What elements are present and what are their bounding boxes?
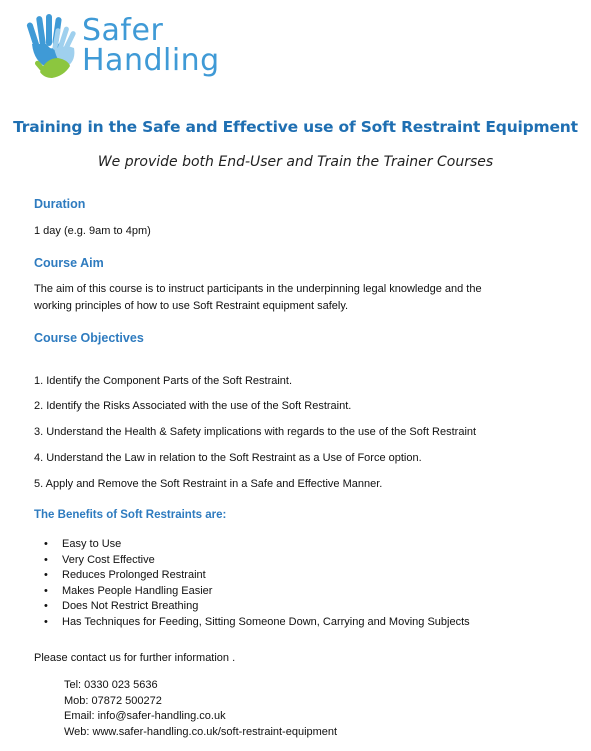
logo: [24, 12, 224, 84]
duration-text: 1 day (e.g. 9am to 4pm): [34, 225, 151, 237]
benefit-item: • Very Cost Effective: [44, 553, 470, 569]
benefit-item: • Makes People Handling Easier: [44, 584, 470, 600]
contact-email: Email: info@safer-handling.co.uk: [64, 710, 226, 723]
benefit-item: • Does Not Restrict Breathing: [44, 599, 470, 615]
objective-item: 1. Identify the Component Parts of the Soft Restraint.: [34, 375, 293, 387]
page-subtitle: We provide both End-User and Train the Trainer Courses: [97, 154, 494, 170]
page-title: Training in the Safe and Effective use of Soft Restraint Equipment: [13, 118, 578, 136]
contact-details: [64, 678, 337, 740]
benefits-heading: The Benefits of Soft Restraints are:: [34, 509, 227, 521]
logo-word-handling: Handling: [82, 43, 220, 78]
objective-item: 5. Apply and Remove the Soft Restraint in a Safe and Effective Manner.: [34, 478, 383, 490]
objective-item: 2. Identify the Risks Associated with the use of the Soft Restraint.: [34, 400, 352, 412]
contact-web: Web: www.safer-handling.co.uk/soft-restraint-equipment: [64, 725, 338, 738]
contact-mob: Mob: 07872 500272: [64, 694, 162, 707]
benefit-item: • Reduces Prolonged Restraint: [44, 568, 470, 584]
benefits-list: [44, 537, 470, 631]
objectives-heading: Course Objectives: [34, 331, 144, 345]
contact-intro: Please contact us for further information .: [34, 652, 236, 664]
contact-tel: Tel: 0330 023 5636: [64, 679, 158, 691]
course-aim-line-2: working principles of how to use Soft Restraint equipment safely.: [34, 300, 349, 312]
objective-item: 4. Understand the Law in relation to the Soft Restraint as a Use of Force option.: [34, 452, 422, 464]
course-aim-line-1: The aim of this course is to instruct participants in the underpinning legal knowledge and the: [34, 283, 482, 295]
objective-item: 3. Understand the Health & Safety implications with regards to the use of the Soft Restraint: [34, 426, 477, 438]
duration-heading: Duration: [34, 197, 86, 211]
benefit-item: • Easy to Use: [44, 537, 470, 553]
logo-word-safer: Safer: [82, 13, 164, 48]
benefit-item: • Has Techniques for Feeding, Sitting Someone Down, Carrying and Moving Subjects: [44, 615, 470, 631]
hands-logo-icon: [24, 14, 82, 82]
course-aim-heading: Course Aim: [34, 256, 104, 270]
